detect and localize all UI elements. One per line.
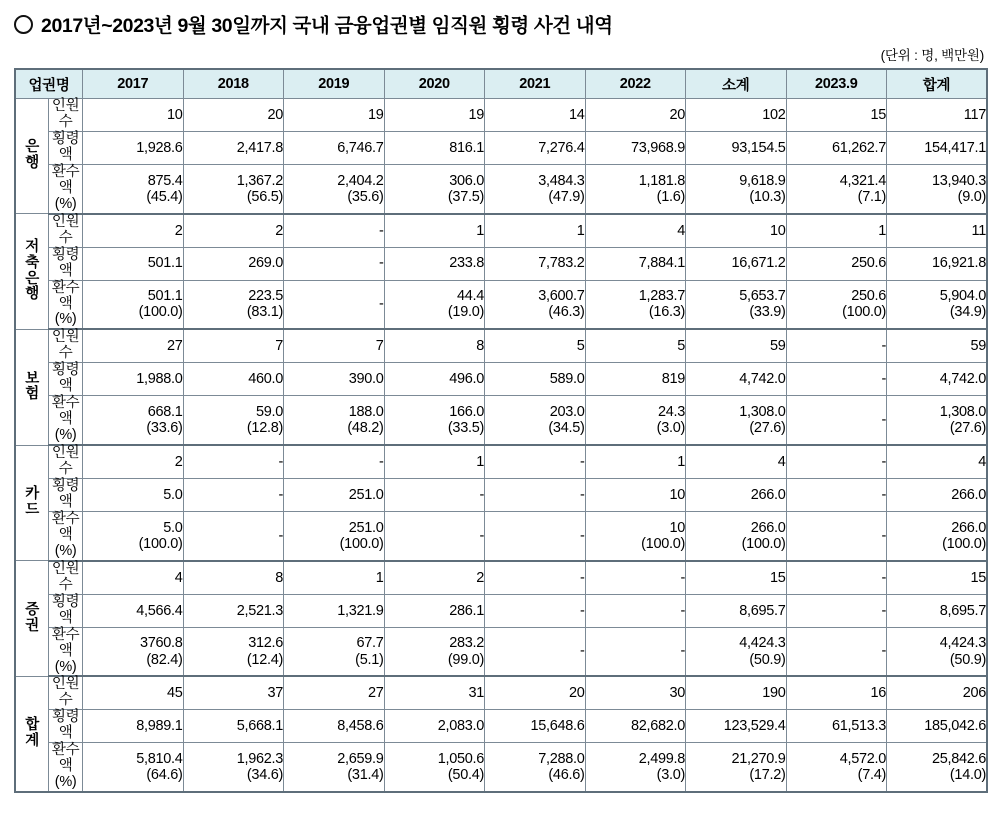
cell-recovered: 166.0 (33.5) [384,396,485,445]
cell-count: 10 [83,99,184,132]
cell-count: 59 [887,329,988,362]
header-2017: 2017 [83,69,184,99]
cell-recovered: 1,962.3 (34.6) [183,743,284,792]
cell-count: - [284,214,385,247]
cell-recovered: 312.6 (12.4) [183,627,284,676]
metric-label-amount: 횡령액 [49,247,83,280]
cell-amount: - [485,478,586,511]
cell-count: 4 [686,445,787,478]
cell-count: - [786,561,887,594]
header-2018: 2018 [183,69,284,99]
metric-label-count: 인원수 [49,99,83,132]
cell-amount: 1,988.0 [83,363,184,396]
table-row [15,511,987,560]
cell-recovered: 668.1 (33.6) [83,396,184,445]
table-row [15,247,987,280]
cell-amount: 2,083.0 [384,710,485,743]
cell-amount: 4,566.4 [83,594,184,627]
page-title: 2017년~2023년 9월 30일까지 국내 금융업권별 임직원 횡령 사건 내역 [41,15,613,37]
title-row [14,10,988,38]
cell-count: 15 [686,561,787,594]
cell-recovered: 266.0 (100.0) [686,511,787,560]
cell-count: - [786,329,887,362]
cell-count: 16 [786,676,887,709]
cell-count: 8 [183,561,284,594]
cell-count: 19 [384,99,485,132]
cell-recovered: 1,308.0 (27.6) [887,396,988,445]
cell-amount: 8,695.7 [686,594,787,627]
cell-count: 4 [83,561,184,594]
cell-amount: 2,521.3 [183,594,284,627]
cell-amount: 154,417.1 [887,131,988,164]
metric-label-recovered: 환수액 (%) [49,743,83,792]
cell-amount: 2,417.8 [183,131,284,164]
cell-amount: - [284,247,385,280]
cell-count: 7 [183,329,284,362]
sector-label: 보 험 [15,329,49,445]
cell-count: 4 [585,214,686,247]
table-row [15,594,987,627]
cell-recovered: 7,288.0 (46.6) [485,743,586,792]
cell-count: - [485,445,586,478]
cell-count: 11 [887,214,988,247]
cell-count: 10 [686,214,787,247]
table-row [15,329,987,362]
header-2019: 2019 [284,69,385,99]
cell-recovered: 21,270.9 (17.2) [686,743,787,792]
table-row [15,676,987,709]
cell-recovered: 875.4 (45.4) [83,164,184,213]
cell-count: 1 [585,445,686,478]
metric-label-count: 인원수 [49,445,83,478]
cell-amount: 266.0 [887,478,988,511]
cell-recovered: 188.0 (48.2) [284,396,385,445]
circle-bullet-icon [14,15,33,34]
cell-recovered: - [485,511,586,560]
cell-amount: 589.0 [485,363,586,396]
cell-recovered: - [786,627,887,676]
cell-amount: 7,783.2 [485,247,586,280]
cell-amount: 123,529.4 [686,710,787,743]
cell-amount: 5,668.1 [183,710,284,743]
cell-amount: 61,513.3 [786,710,887,743]
cell-count: - [284,445,385,478]
sector-label: 저 축 은 행 [15,214,49,330]
table-row [15,363,987,396]
cell-recovered: 13,940.3 (9.0) [887,164,988,213]
cell-count: 1 [384,214,485,247]
cell-recovered: 223.5 (83.1) [183,280,284,329]
cell-recovered: 10 (100.0) [585,511,686,560]
cell-recovered: 3,484.3 (47.9) [485,164,586,213]
cell-recovered: 5,810.4 (64.6) [83,743,184,792]
header-2023-09: 2023.9 [786,69,887,99]
cell-count: 5 [585,329,686,362]
table-row [15,743,987,792]
cell-amount: 460.0 [183,363,284,396]
table-row [15,131,987,164]
cell-amount: 93,154.5 [686,131,787,164]
cell-recovered: 5,653.7 (33.9) [686,280,787,329]
metric-label-amount: 횡령액 [49,363,83,396]
cell-recovered: 59.0 (12.8) [183,396,284,445]
cell-count: 27 [83,329,184,362]
cell-count: 1 [384,445,485,478]
metric-label-amount: 횡령액 [49,131,83,164]
cell-amount: 1,928.6 [83,131,184,164]
cell-count: 190 [686,676,787,709]
metric-label-amount: 횡령액 [49,594,83,627]
cell-count: 2 [83,214,184,247]
cell-count: 45 [83,676,184,709]
cell-count: 37 [183,676,284,709]
cell-recovered: 3,600.7 (46.3) [485,280,586,329]
cell-count: 15 [786,99,887,132]
sector-label: 카 드 [15,445,49,561]
metric-label-recovered: 환수액 (%) [49,511,83,560]
cell-amount: 15,648.6 [485,710,586,743]
header-2022: 2022 [585,69,686,99]
cell-recovered: 501.1 (100.0) [83,280,184,329]
cell-count: 117 [887,99,988,132]
metric-label-count: 인원수 [49,676,83,709]
cell-count: 4 [887,445,988,478]
cell-recovered: 2,404.2 (35.6) [284,164,385,213]
table-row [15,280,987,329]
cell-recovered: 4,424.3 (50.9) [686,627,787,676]
metric-label-recovered: 환수액 (%) [49,396,83,445]
cell-recovered: 306.0 (37.5) [384,164,485,213]
cell-recovered: 4,572.0 (7.4) [786,743,887,792]
cell-amount: 496.0 [384,363,485,396]
table-body [15,99,987,793]
table-row [15,478,987,511]
cell-amount: 269.0 [183,247,284,280]
cell-amount: - [485,594,586,627]
header-sector: 업권명 [15,69,83,99]
cell-recovered: 24.3 (3.0) [585,396,686,445]
cell-amount: - [585,594,686,627]
cell-amount: - [786,594,887,627]
cell-recovered: - [485,627,586,676]
cell-recovered: 1,367.2 (56.5) [183,164,284,213]
cell-count: 206 [887,676,988,709]
cell-amount: 819 [585,363,686,396]
cell-count: 19 [284,99,385,132]
cell-count: 20 [485,676,586,709]
cell-amount: 816.1 [384,131,485,164]
table-row [15,164,987,213]
table-row [15,627,987,676]
metric-label-amount: 횡령액 [49,710,83,743]
table-header [15,69,987,99]
table-row [15,99,987,132]
table-row [15,710,987,743]
cell-amount: 10 [585,478,686,511]
cell-amount: 7,276.4 [485,131,586,164]
cell-amount: 185,042.6 [887,710,988,743]
cell-recovered: 5.0 (100.0) [83,511,184,560]
cell-amount: - [786,478,887,511]
cell-recovered: 203.0 (34.5) [485,396,586,445]
cell-count: 7 [284,329,385,362]
cell-amount: 5.0 [83,478,184,511]
cell-count: 14 [485,99,586,132]
cell-count: 59 [686,329,787,362]
cell-recovered: 5,904.0 (34.9) [887,280,988,329]
cell-recovered: 250.6 (100.0) [786,280,887,329]
cell-count: - [183,445,284,478]
cell-amount: 7,884.1 [585,247,686,280]
cell-amount: 4,742.0 [686,363,787,396]
cell-recovered: 4,424.3 (50.9) [887,627,988,676]
header-row [15,69,987,99]
metric-label-count: 인원수 [49,329,83,362]
cell-amount: 251.0 [284,478,385,511]
cell-amount: 4,742.0 [887,363,988,396]
cell-amount: - [183,478,284,511]
sector-label: 은 행 [15,99,49,214]
cell-recovered: - [183,511,284,560]
metric-label-count: 인원수 [49,561,83,594]
cell-count: 1 [485,214,586,247]
header-2021: 2021 [485,69,586,99]
cell-recovered: 283.2 (99.0) [384,627,485,676]
cell-amount: - [786,363,887,396]
cell-amount: 16,921.8 [887,247,988,280]
cell-amount: 233.8 [384,247,485,280]
cell-recovered: 44.4 (19.0) [384,280,485,329]
cell-count: 2 [384,561,485,594]
cell-count: 15 [887,561,988,594]
header-2020: 2020 [384,69,485,99]
cell-recovered: 1,050.6 (50.4) [384,743,485,792]
cell-amount: 8,695.7 [887,594,988,627]
cell-amount: 1,321.9 [284,594,385,627]
cell-count: - [585,561,686,594]
cell-amount: 73,968.9 [585,131,686,164]
cell-count: - [786,445,887,478]
cell-amount: 501.1 [83,247,184,280]
table-row [15,214,987,247]
metric-label-recovered: 환수액 (%) [49,164,83,213]
cell-recovered: 2,659.9 (31.4) [284,743,385,792]
cell-count: 1 [284,561,385,594]
cell-amount: 286.1 [384,594,485,627]
sector-label: 증 권 [15,561,49,677]
sector-label: 합 계 [15,676,49,792]
cell-count: - [485,561,586,594]
cell-recovered: 266.0 (100.0) [887,511,988,560]
cell-count: 31 [384,676,485,709]
cell-amount: 61,262.7 [786,131,887,164]
cell-recovered: 3760.8 (82.4) [83,627,184,676]
table-row [15,561,987,594]
cell-recovered: - [786,396,887,445]
cell-count: 8 [384,329,485,362]
embezzlement-table [14,68,988,793]
metric-label-count: 인원수 [49,214,83,247]
header-subtotal: 소계 [686,69,787,99]
header-total: 합계 [887,69,988,99]
cell-recovered: - [786,511,887,560]
cell-recovered: 25,842.6 (14.0) [887,743,988,792]
cell-amount: 390.0 [284,363,385,396]
cell-count: 2 [183,214,284,247]
cell-count: 27 [284,676,385,709]
table-row [15,445,987,478]
metric-label-recovered: 환수액 (%) [49,280,83,329]
cell-amount: 16,671.2 [686,247,787,280]
cell-amount: 266.0 [686,478,787,511]
cell-count: 20 [183,99,284,132]
cell-recovered: - [384,511,485,560]
cell-count: 1 [786,214,887,247]
cell-count: 20 [585,99,686,132]
table-row [15,396,987,445]
cell-amount: 8,458.6 [284,710,385,743]
cell-recovered: 1,181.8 (1.6) [585,164,686,213]
cell-count: 5 [485,329,586,362]
cell-recovered: 1,308.0 (27.6) [686,396,787,445]
cell-recovered: 9,618.9 (10.3) [686,164,787,213]
cell-amount: 6,746.7 [284,131,385,164]
cell-amount: - [384,478,485,511]
cell-amount: 82,682.0 [585,710,686,743]
cell-recovered: 67.7 (5.1) [284,627,385,676]
cell-count: 102 [686,99,787,132]
cell-amount: 8,989.1 [83,710,184,743]
unit-note: (단위 : 명, 백만원) [880,48,984,63]
metric-label-amount: 횡령액 [49,478,83,511]
cell-recovered: 4,321.4 (7.1) [786,164,887,213]
cell-amount: 250.6 [786,247,887,280]
cell-count: 2 [83,445,184,478]
cell-recovered: 1,283.7 (16.3) [585,280,686,329]
cell-recovered: - [585,627,686,676]
cell-recovered: - [284,280,385,329]
metric-label-recovered: 환수액 (%) [49,627,83,676]
cell-recovered: 2,499.8 (3.0) [585,743,686,792]
cell-count: 30 [585,676,686,709]
cell-recovered: 251.0 (100.0) [284,511,385,560]
